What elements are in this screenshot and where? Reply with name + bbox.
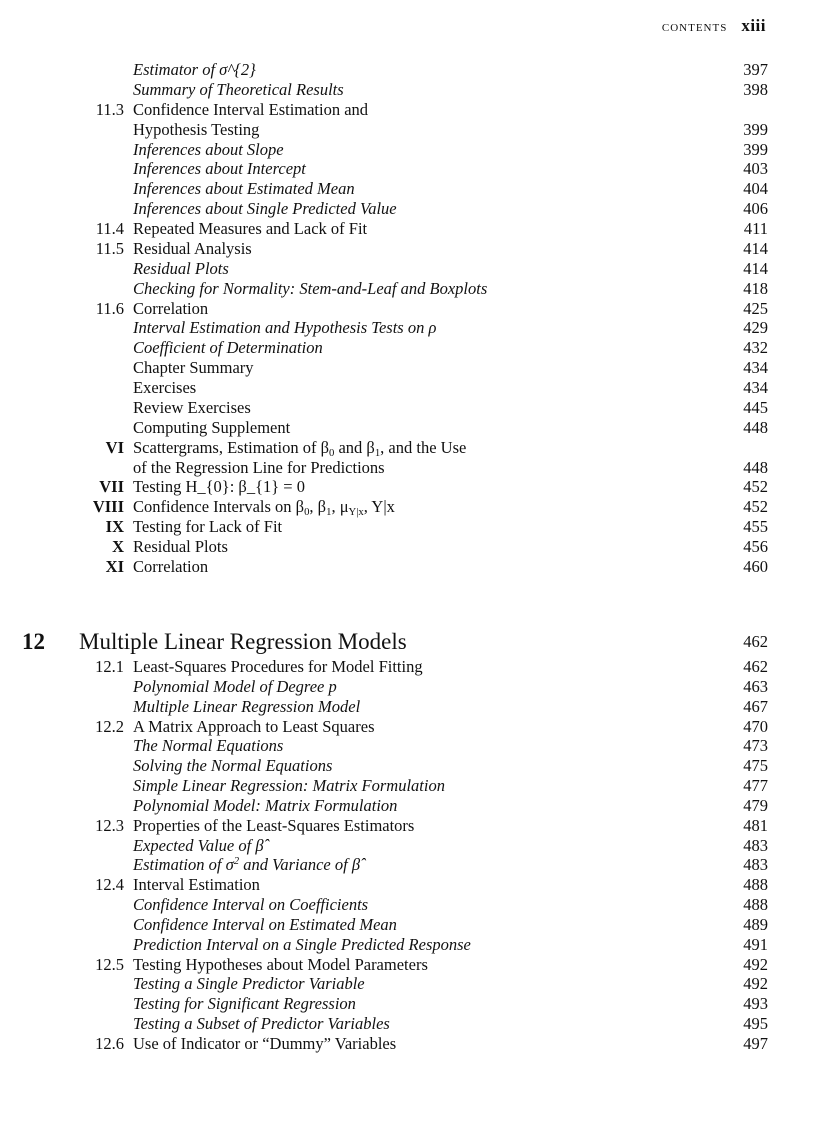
entry-page: 473: [743, 736, 768, 756]
entry-page: 432: [743, 338, 768, 358]
entry-title: Testing a Single Predictor Variable: [133, 974, 365, 994]
entry-page: 481: [743, 815, 768, 835]
entry-page: 460: [743, 557, 768, 576]
entry-title: Testing for Significant Regression: [133, 994, 356, 1014]
entry-page: 467: [743, 696, 768, 716]
entry-number: 12.5: [95, 954, 124, 974]
toc-entry-section[interactable]: [0, 1034, 816, 1054]
toc-entry-section[interactable]: [0, 219, 816, 239]
toc-entry-section[interactable]: [0, 717, 816, 737]
chapter-page: 462: [743, 632, 768, 651]
entry-page: 448: [743, 417, 768, 437]
toc-entry[interactable]: [0, 994, 816, 1014]
toc-entry-section[interactable]: [0, 517, 816, 537]
toc-entry[interactable]: [0, 318, 816, 338]
toc-entry[interactable]: [0, 458, 816, 478]
entry-title: Inferences about Intercept: [133, 159, 306, 179]
entry-page: 488: [743, 895, 768, 915]
toc-entry[interactable]: [0, 776, 816, 796]
toc-entry-section[interactable]: [0, 537, 816, 557]
entry-number: VI: [105, 437, 124, 457]
entry-title: Solving the Normal Equations: [133, 756, 333, 776]
toc-entry-section[interactable]: [0, 239, 816, 259]
entry-page: 477: [743, 776, 768, 796]
entry-number: 12.1: [95, 657, 124, 676]
entry-number: 12.4: [95, 875, 124, 895]
entry-page: 445: [743, 397, 768, 417]
toc-entry[interactable]: [0, 259, 816, 279]
entry-title: Correlation: [133, 557, 209, 576]
entry-page: 483: [743, 835, 768, 855]
toc-entry[interactable]: [0, 338, 816, 358]
entry-page: 414: [743, 258, 768, 278]
toc-entry-section[interactable]: [0, 497, 816, 517]
entry-number: VII: [99, 477, 124, 497]
entry-number: IX: [105, 517, 124, 537]
entry-title: Least-Squares Procedures for Model Fitting: [133, 657, 423, 676]
entry-page: 403: [743, 159, 768, 179]
running-header: [662, 16, 766, 36]
entry-title: Polynomial Model: Matrix Formulation: [133, 795, 398, 815]
entry-page: 404: [743, 179, 768, 199]
entry-title: Confidence Interval on Estimated Mean: [133, 914, 397, 934]
toc-entry[interactable]: [0, 974, 816, 994]
entry-title: Properties of the Least-Squares Estimators: [133, 815, 415, 835]
entry-title: Interval Estimation and Hypothesis Tests on ρ: [133, 318, 437, 338]
entry-title: Testing for Lack of Fit: [133, 517, 283, 537]
toc-entry[interactable]: [0, 756, 816, 776]
toc-entry[interactable]: [0, 179, 816, 199]
toc-entry[interactable]: [0, 398, 816, 418]
toc-entry[interactable]: [0, 796, 816, 816]
entry-title: Testing a Subset of Predictor Variables: [133, 1014, 390, 1034]
entry-page: 491: [743, 934, 768, 954]
entry-number: 11.4: [95, 219, 124, 239]
toc-entry[interactable]: [0, 736, 816, 756]
entry-page: 493: [743, 994, 768, 1014]
entry-page: 475: [743, 756, 768, 776]
entry-title: Expected Value of β̂: [133, 835, 264, 855]
toc-entry[interactable]: [0, 836, 816, 856]
entry-page: 492: [743, 954, 768, 974]
entry-title: Confidence Intervals on $\beta_0$, $\beta_1$, $\mu_{Y|x}$, Y|x: [133, 497, 395, 519]
header-label: CONTENTS: [661, 22, 728, 34]
entry-title: Repeated Measures and Lack of Fit: [133, 219, 368, 239]
entry-page: 483: [743, 855, 768, 875]
entry-page: 462: [743, 657, 768, 676]
entry-title: Residual Plots: [133, 258, 229, 278]
toc-entry-section[interactable]: [0, 100, 816, 120]
entry-number: 11.5: [95, 238, 124, 258]
entry-title: Testing Hypotheses about Model Parameters: [133, 954, 428, 974]
entry-page: 497: [743, 1033, 768, 1053]
toc-entry-section[interactable]: [0, 299, 816, 319]
entry-page: 411: [743, 219, 768, 239]
header-page-number: xiii: [741, 16, 766, 35]
entry-title: Estimation of $\sigma^2$ and Variance of β̂: [133, 855, 361, 875]
toc-entry[interactable]: [0, 378, 816, 398]
entry-title: of the Regression Line for Predictions: [133, 457, 385, 477]
entry-number: 11.6: [95, 298, 124, 318]
entry-title: Residual Plots: [133, 537, 228, 557]
toc-entry[interactable]: [0, 199, 816, 219]
entry-page: 406: [743, 199, 768, 219]
entry-title: Review Exercises: [133, 397, 251, 417]
entry-number: XI: [105, 557, 124, 576]
entry-page: 429: [743, 318, 768, 338]
toc-entry[interactable]: [0, 915, 816, 935]
toc-entry[interactable]: [0, 140, 816, 160]
entry-page: 489: [743, 914, 768, 934]
entry-title: Multiple Linear Regression Model: [133, 696, 361, 716]
entry-title: Hypothesis Testing: [133, 119, 260, 139]
entry-title: Use of Indicator or “Dummy” Variables: [133, 1033, 397, 1053]
entry-page: 492: [743, 974, 768, 994]
entry-page: 456: [743, 537, 768, 557]
toc-entry-section[interactable]: [0, 816, 816, 836]
entry-title: Checking for Normality: Stem-and-Leaf and Boxplots: [133, 278, 488, 298]
toc-entry-section[interactable]: [0, 875, 816, 895]
entry-title: Correlation: [133, 298, 209, 318]
entry-title: Residual Analysis: [133, 238, 252, 258]
entry-title: The Normal Equations: [133, 736, 284, 756]
entry-title: Scattergrams, Estimation of $\beta_0$ and $\beta_1$, and the Use: [133, 437, 467, 459]
chapter-title: Multiple Linear Regression Models: [79, 629, 407, 654]
entry-number: 12.6: [95, 1033, 124, 1053]
entry-page: 452: [743, 477, 768, 497]
entry-title: A Matrix Approach to Least Squares: [133, 716, 375, 736]
toc-entry[interactable]: [0, 855, 816, 875]
entry-title: Summary of Theoretical Results: [133, 79, 344, 99]
toc-entry-section[interactable]: [0, 477, 816, 497]
toc-entry[interactable]: [0, 1014, 816, 1034]
toc-entry[interactable]: [0, 60, 816, 80]
entry-page: 448: [743, 457, 768, 477]
entry-page: 418: [743, 278, 768, 298]
entry-page: 414: [743, 238, 768, 258]
entry-title: Inferences about Single Predicted Value: [133, 199, 397, 219]
entry-title: Inferences about Slope: [133, 139, 284, 159]
entry-title: Prediction Interval on a Single Predicted Response: [133, 934, 471, 954]
entry-title: Interval Estimation: [133, 875, 260, 895]
entry-number: X: [112, 537, 124, 557]
entry-title: Confidence Interval on Coefficients: [133, 895, 369, 915]
entry-page: 398: [743, 79, 768, 99]
entry-title: Confidence Interval Estimation and: [133, 99, 369, 119]
toc-entry-section[interactable]: [0, 438, 816, 458]
entry-title: Simple Linear Regression: Matrix Formulation: [133, 776, 445, 796]
entry-title: Chapter Summary: [133, 358, 254, 378]
entry-title: Coefficient of Determination: [133, 338, 323, 358]
entry-page: 455: [743, 517, 768, 537]
entry-title: Testing H_{0}: β_{1} = 0: [133, 477, 305, 497]
entry-page: 488: [743, 875, 768, 895]
entry-title: Computing Supplement: [133, 417, 291, 437]
entry-title: Inferences about Estimated Mean: [133, 179, 355, 199]
toc-entry[interactable]: [0, 159, 816, 179]
toc-entry[interactable]: [0, 80, 816, 100]
chapter-number: 12: [22, 629, 45, 654]
entry-title: Estimator of σ^{2}: [133, 60, 256, 79]
entry-page: 434: [743, 378, 768, 398]
toc-entry[interactable]: [0, 697, 816, 717]
entry-title: Polynomial Model of Degree p: [133, 676, 337, 696]
toc-entry[interactable]: [0, 418, 816, 438]
entry-number: 11.3: [95, 99, 124, 119]
entry-title: Exercises: [133, 378, 197, 398]
chapter-heading[interactable]: [0, 628, 816, 656]
toc-entry[interactable]: [0, 935, 816, 955]
entry-page: 399: [743, 139, 768, 159]
entry-page: 434: [743, 358, 768, 378]
toc-entry[interactable]: [0, 279, 816, 299]
toc-entry[interactable]: [0, 120, 816, 140]
toc-entry[interactable]: [0, 895, 816, 915]
entry-page: 452: [743, 497, 768, 517]
toc-entry[interactable]: [0, 358, 816, 378]
entry-number: 12.3: [95, 815, 124, 835]
entry-number: 12.2: [95, 716, 124, 736]
entry-page: 470: [743, 716, 768, 736]
toc-entry-section[interactable]: [0, 657, 816, 677]
toc-entry-section[interactable]: [0, 955, 816, 975]
entry-page: 495: [743, 1014, 768, 1034]
entry-page: 397: [743, 60, 768, 79]
entry-page: 425: [743, 298, 768, 318]
toc-entry-section[interactable]: [0, 557, 816, 577]
entry-number: VIII: [92, 497, 124, 517]
entry-page: 463: [743, 676, 768, 696]
toc-entry[interactable]: [0, 677, 816, 697]
entry-page: 479: [743, 795, 768, 815]
entry-page: 399: [743, 119, 768, 139]
